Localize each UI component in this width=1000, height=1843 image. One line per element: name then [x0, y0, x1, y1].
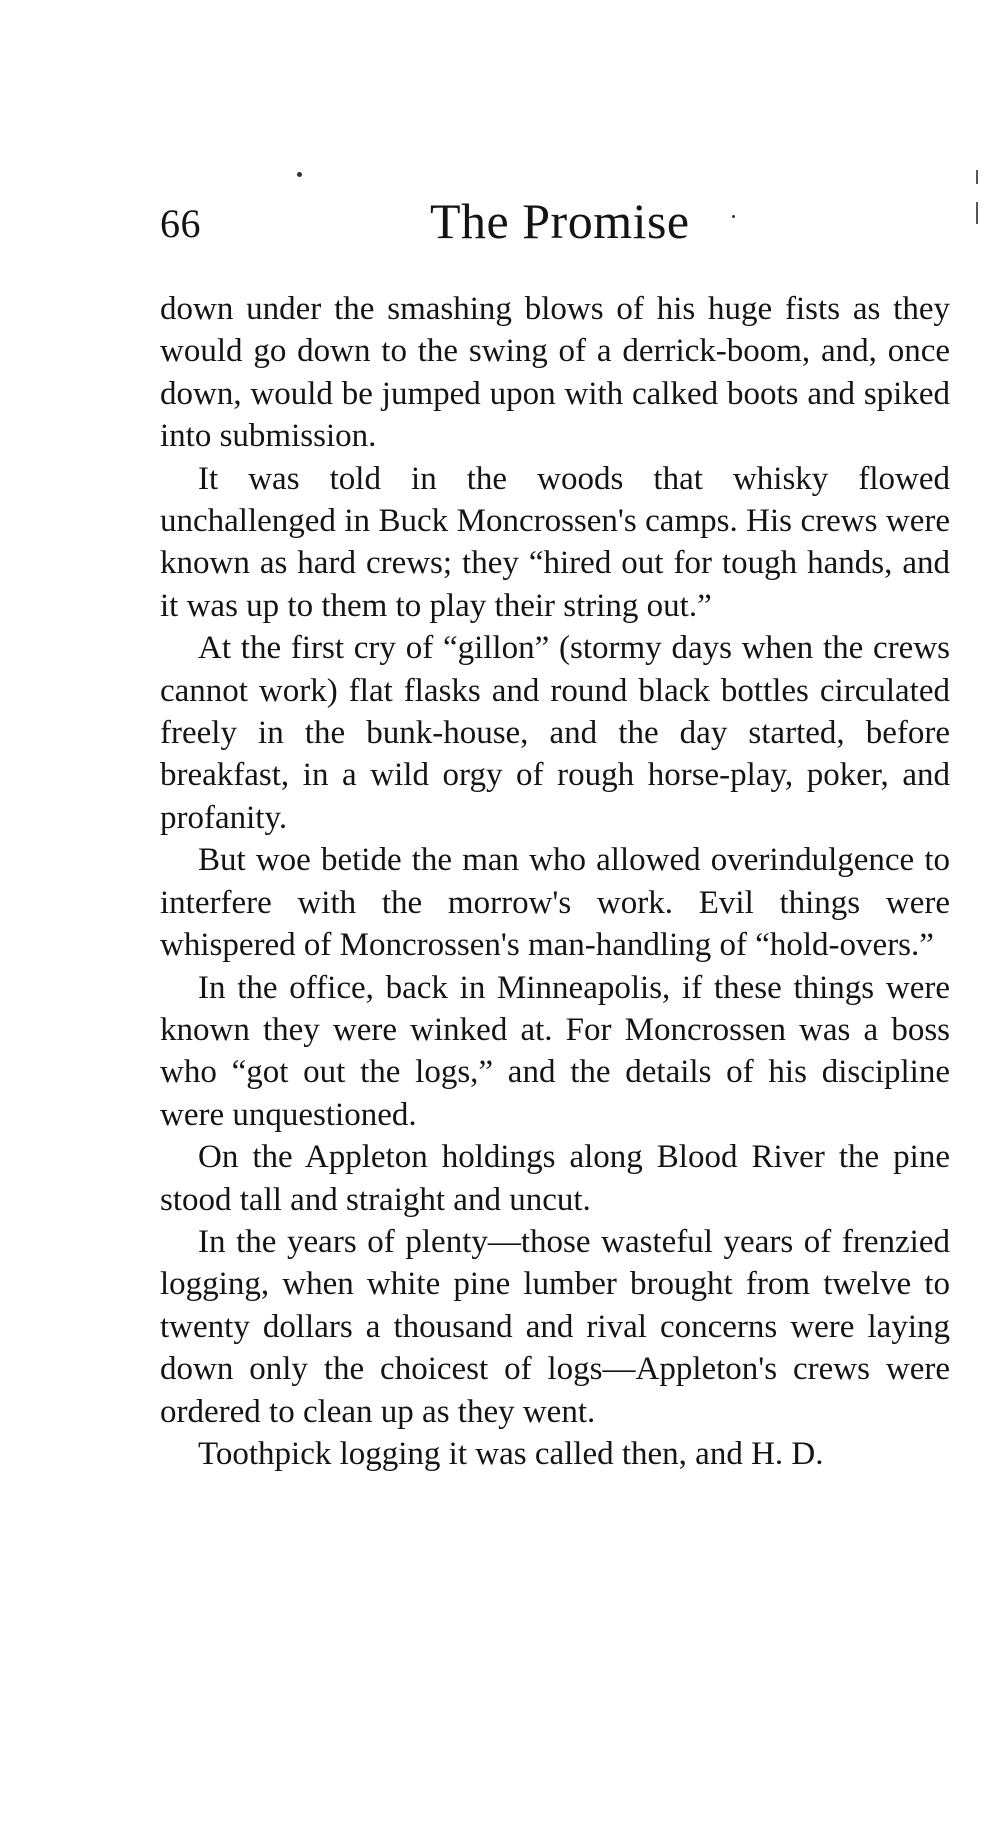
paragraph: Toothpick logging it was called then, and H. D. — [198, 1435, 824, 1472]
paragraph: down under the smashing blows of his huge fists as they would go down to the swing of a derrick-boom, and, once down, would be jumped upon with calked boots and spiked into submission. — [160, 291, 950, 455]
paragraph: But woe betide the man who allowed overindulgence to interfere with the morrow's work. Evil things were whispered of Moncrossen's man-handling of “hold-overs.” — [160, 842, 950, 964]
scan-edge-mark — [976, 202, 978, 224]
body-text — [160, 288, 950, 1475]
paragraph: In the office, back in Minneapolis, if these things were known they were winked at. For Moncrossen was a boss who “got out the logs,” and the details of his discipline were unquestioned. — [160, 969, 950, 1133]
page-number: 66 — [160, 201, 201, 246]
page-header — [160, 192, 950, 252]
paragraph: At the first cry of “gillon” (stormy days when the crews cannot work) flat flasks and round black bottles circulated freely in the bunk-house, and the day started, before breakfast, in a wild orgy of rough horse-play, poker, and profanity. — [160, 630, 950, 836]
ink-speck — [297, 172, 302, 177]
scan-edge-mark — [976, 170, 978, 184]
paragraph: It was told in the woods that whisky flowed unchallenged in Buck Moncrossen's camps. His crews were known as hard crews; they “hired out for tough hands, and it was up to them to play their string out.” — [160, 460, 950, 624]
running-head: The Promise — [430, 193, 690, 249]
paragraph: On the Appleton holdings along Blood River the pine stood tall and straight and uncut. — [160, 1139, 950, 1218]
paragraph: In the years of plenty—those wasteful years of frenzied logging, when white pine lumber brought from twelve to twenty dollars a thousand and rival concerns were laying down only the choicest of logs—Appleton's crews were ordered to clean up as they went. — [160, 1223, 950, 1430]
